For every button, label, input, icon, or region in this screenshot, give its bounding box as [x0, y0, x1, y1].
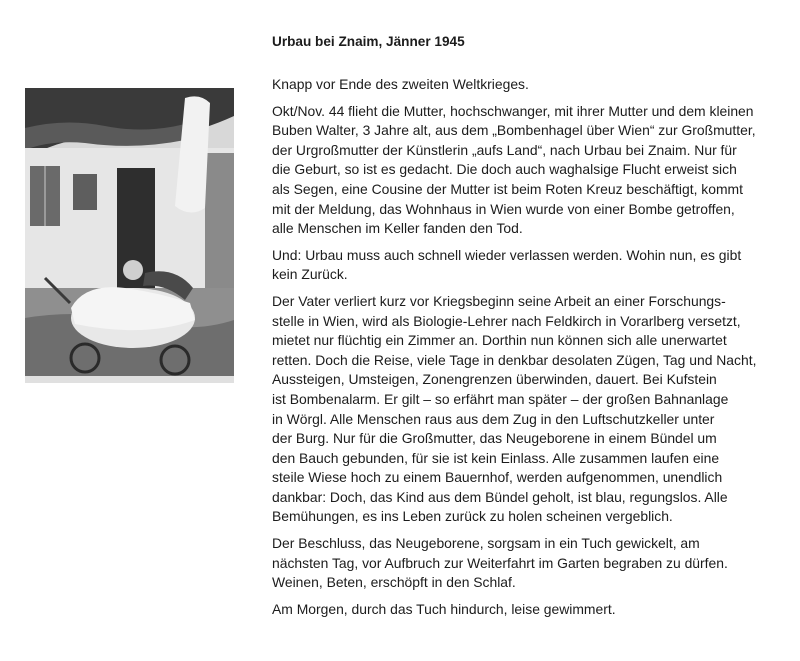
text-line: Der Beschluss, das Neugeborene, sorgsam in ein Tuch gewickelt, am [272, 535, 700, 552]
photo [25, 88, 234, 383]
text-line: kein Zurück. [272, 266, 348, 283]
text-line: Am Morgen, durch das Tuch hindurch, leise gewimmert. [272, 600, 616, 617]
body-text [272, 75, 787, 619]
paragraph [272, 246, 787, 285]
text-line: der Urgroßmutter der Künstlerin „aufs Land“, nach Urbau bei Znaim. Nur für [272, 141, 737, 158]
text-line: den Bauch gebunden, für sie ist kein Einlass. Alle zusammen laufen eine [272, 449, 720, 466]
text-line: Okt/Nov. 44 flieht die Mutter, hochschwanger, mit ihrer Mutter und dem kleinen [272, 102, 754, 119]
text-line: ist Bombenalarm. Er gilt – so erfährt man später – der großen Bahnanlage [272, 390, 729, 407]
text-line: die Geburt, so ist es gedacht. Die doch auch waghalsige Flucht erweist sich [272, 161, 737, 178]
text-line: Und: Urbau muss auch schnell wieder verlassen werden. Wohin nun, es gibt [272, 246, 742, 263]
text-line: Bemühungen, es ins Leben zurück zu holen scheinen vergeblich. [272, 508, 673, 525]
paragraph [272, 534, 787, 593]
text-line: Aussteigen, Umsteigen, Zonengrenzen überwinden, dauert. Bei Kufstein [272, 371, 717, 388]
text-line: alle Menschen im Keller fanden den Tod. [272, 220, 523, 237]
text-line: mietet nur flüchtig ein Zimmer an. Dorthin nun können sich alle unerwartet [272, 332, 727, 349]
text-line: steile Wiese hoch zu einem Bauernhof, werden aufgenommen, unendlich [272, 469, 723, 486]
text-line: stelle in Wien, wird als Biologie-Lehrer nach Feldkirch in Vorarlberg versetzt, [272, 312, 741, 329]
text-line: dankbar: Doch, das Kind aus dem Bündel geholt, ist blau, regungslos. Alle [272, 488, 728, 505]
text-column [272, 33, 787, 626]
text-line: in Wörgl. Alle Menschen raus aus dem Zug in den Luftschutzkeller unter [272, 410, 715, 427]
text-line: nächsten Tag, vor Aufbruch zur Weiterfahrt im Garten begraben zu dürfen. [272, 554, 728, 571]
text-line: Weinen, Beten, erschöpft in den Schlaf. [272, 574, 516, 591]
text-line: der Burg. Nur für die Großmutter, das Neugeborene in einem Bündel um [272, 430, 717, 447]
paragraph [272, 102, 787, 239]
text-line: Der Vater verliert kurz vor Kriegsbeginn seine Arbeit an einer Forschungs- [272, 292, 726, 309]
text-line: als Segen, eine Cousine der Mutter ist beim Roten Kreuz beschäftigt, kommt [272, 180, 743, 197]
paragraph [272, 75, 787, 95]
text-line: mit der Meldung, das Wohnhaus in Wien wurde von einer Bombe getroffen, [272, 200, 735, 217]
text-line: Knapp vor Ende des zweiten Weltkrieges. [272, 76, 529, 92]
paragraph [272, 292, 787, 527]
page-title: Urbau bei Znaim, Jänner 1945 [272, 34, 465, 49]
text-line: Buben Walter, 3 Jahre alt, aus dem „Bombenhagel über Wien“ zur Großmutter, [272, 122, 756, 139]
vintage-photo-pram-house-courtyard [25, 88, 234, 383]
paragraph [272, 600, 787, 620]
text-line: retten. Doch die Reise, viele Tage in denkbar desolaten Zügen, Tag und Nacht, [272, 351, 757, 368]
